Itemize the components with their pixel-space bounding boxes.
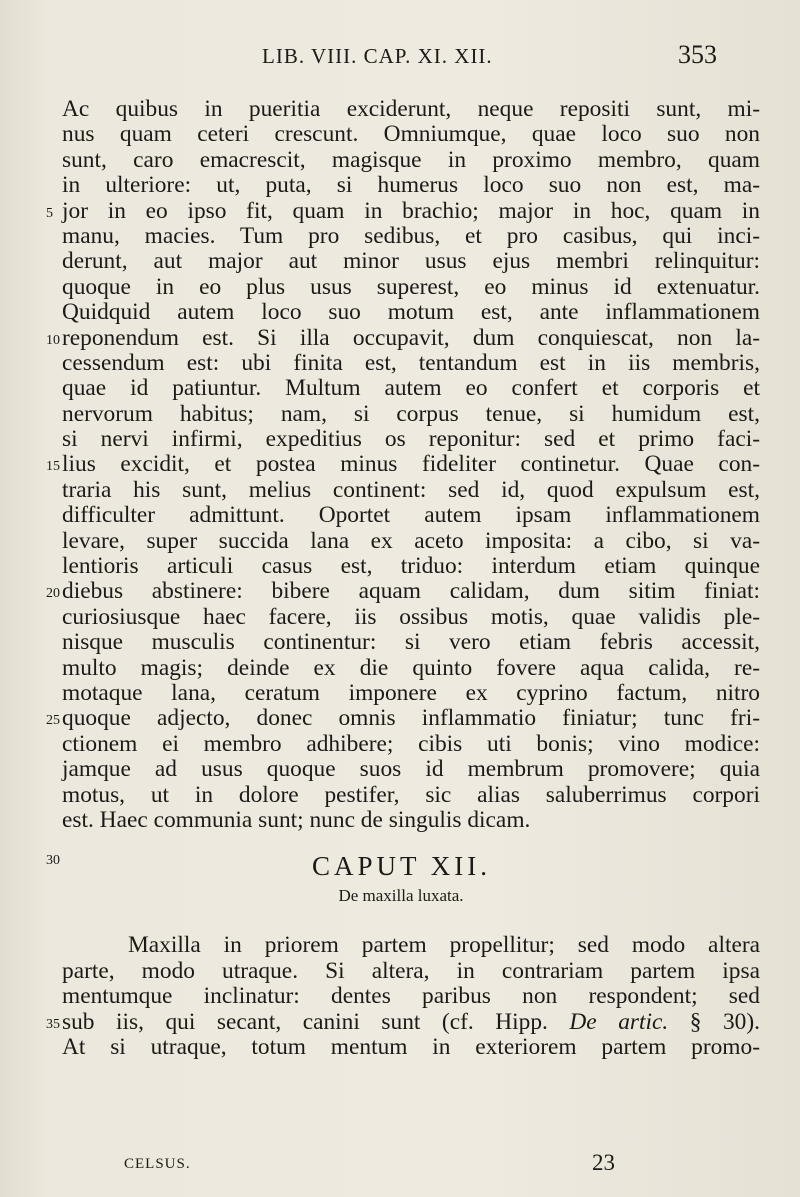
chapter-subtitle: De maxilla luxata. — [338, 886, 464, 906]
line-text: quoque adjecto, donec omnis inflammatio finiatur; tunc fri- — [62, 705, 760, 732]
text-line — [46, 324, 760, 351]
text-line — [46, 578, 760, 605]
text-line — [62, 148, 760, 173]
line-text: diebus abstinere: bibere aquam calidam, dum sitim finiat: — [62, 578, 760, 605]
signature-number: 23 — [592, 1150, 615, 1175]
section-text — [46, 96, 760, 833]
line-text: manu, macies. Tum pro sedibus, et pro casibus, qui inci- — [62, 222, 760, 249]
text-line — [62, 402, 760, 427]
line-number-10: 10 — [46, 332, 60, 348]
chapter-text — [46, 932, 761, 1060]
line-number-20: 20 — [46, 586, 60, 602]
text-line: parte, modo utraque. Si altera, in contrariam partem ipsa — [62, 957, 760, 984]
line-text: motus, ut in dolore pestifer, sic alias saluberrimus corpori — [62, 781, 760, 808]
line-text: jamque ad usus quoque suos id membrum promovere; quia — [62, 756, 760, 783]
text-line — [62, 681, 760, 706]
line-text: quae id patiuntur. Multum autem eo confert et corporis et — [62, 375, 760, 402]
text-line — [46, 197, 760, 224]
line-text: sunt, caro emacrescit, magisque in proximo membro, quam — [62, 146, 760, 173]
line-text: multo magis; deinde ex die quinto fovere aqua calida, re- — [62, 654, 760, 681]
text-line — [62, 351, 760, 376]
text-segment: § 30). — [668, 1008, 761, 1035]
line-text: difficulter admittunt. Oportet autem ipsam inflammationem — [62, 502, 760, 529]
text-line — [62, 503, 760, 528]
text-line — [62, 732, 760, 757]
line-number-15: 15 — [46, 459, 60, 475]
text-segment: sub iis, qui secant, canini sunt (cf. Hipp. — [62, 1008, 570, 1035]
line-text: motaque lana, ceratum imponere ex cyprino factum, nitro — [62, 679, 760, 706]
text-line: Maxilla in priorem partem propellitur; sed modo altera — [128, 932, 760, 959]
line-text: Quidquid autem loco suo motum est, ante inflammationem — [62, 299, 760, 326]
line-text: jor in eo ipso fit, quam in brachio; major in hoc, quam in — [62, 197, 760, 224]
line-text: levare, super succida lana ex aceto imposita: a cibo, si va- — [62, 527, 760, 554]
text-line — [62, 427, 760, 452]
text-line — [46, 705, 760, 732]
line-text: in ulteriore: ut, puta, si humerus loco suo non est, ma- — [62, 172, 760, 199]
text-line — [62, 529, 760, 554]
line-text: ctionem ei membro adhibere; cibis uti bonis; vino modice: — [62, 730, 760, 757]
line-text: est. Haec communia sunt; nunc de singulis dicam. — [62, 806, 531, 833]
page-number: 353 — [678, 40, 717, 69]
text-line — [62, 275, 760, 300]
text-line — [62, 630, 760, 655]
text-line — [62, 300, 760, 325]
text-line — [46, 451, 760, 478]
text-line — [62, 554, 760, 579]
line-text: curiosiusque haec facere, iis ossibus motis, quae validis ple- — [62, 603, 760, 630]
text-line — [62, 376, 760, 401]
text-line — [62, 97, 760, 122]
text-line — [62, 224, 760, 249]
line-text: nervorum habitus; nam, si corpus tenue, si humidum est, — [62, 400, 760, 427]
text-line — [62, 605, 760, 630]
line-text: nus quam ceteri crescunt. Omniumque, quae loco suo non — [62, 121, 760, 148]
text-block — [46, 96, 761, 1060]
line-text: lius excidit, et postea minus fideliter continetur. Quae con- — [62, 451, 760, 478]
line-text: reponendum est. Si illa occupavit, dum conquiescat, non la- — [62, 324, 760, 351]
line-text: cessendum est: ubi finita est, tentandum est in iis membris, — [62, 349, 760, 376]
line-text: si nervi infirmi, expeditius os reponitur: sed et primo faci- — [62, 426, 760, 453]
line-number-35: 35 — [46, 1016, 60, 1032]
line-text: traria his sunt, melius continent: sed id, quod expulsum est, — [62, 476, 760, 503]
text-line — [62, 808, 760, 833]
text-line — [62, 249, 760, 274]
text-line: At si utraque, totum mentum in exteriorem partem promo- — [62, 1033, 760, 1060]
section-gap — [62, 833, 760, 845]
page-footer — [0, 1150, 800, 1180]
chapter-title: CAPUT XII. — [312, 851, 492, 882]
text-line — [62, 757, 760, 782]
text-line — [62, 478, 760, 503]
text-line — [46, 1008, 761, 1035]
text-line — [62, 783, 760, 808]
line-text: derunt, aut major aut minor usus ejus membri relinquitur: — [62, 248, 760, 275]
citation-italic: De artic. — [569, 1008, 669, 1035]
line-text: lentioris articuli casus est, triduo: interdum etiam quinque — [62, 553, 760, 580]
running-head — [0, 40, 800, 78]
text-line — [62, 656, 760, 681]
text-line: mentumque inclinatur: dentes paribus non respondent; sed — [62, 983, 760, 1010]
text-line — [62, 122, 760, 147]
text-line — [62, 173, 760, 198]
line-text: Ac quibus in pueritia exciderunt, neque repositi sunt, mi- — [62, 96, 760, 122]
line-number-5: 5 — [46, 205, 53, 221]
printer-signature: CELSUS. — [124, 1156, 191, 1172]
running-title: LIB. VIII. CAP. XI. XII. — [262, 44, 493, 68]
line-number-25: 25 — [46, 713, 60, 729]
line-number-30: 30 — [46, 853, 60, 869]
chapter-heading — [46, 845, 760, 883]
line-text: nisque musculis continentur: si vero etiam febris accessit, — [62, 629, 760, 656]
line-text: quoque in eo plus usus superest, eo minus id extenuatur. — [62, 273, 760, 300]
